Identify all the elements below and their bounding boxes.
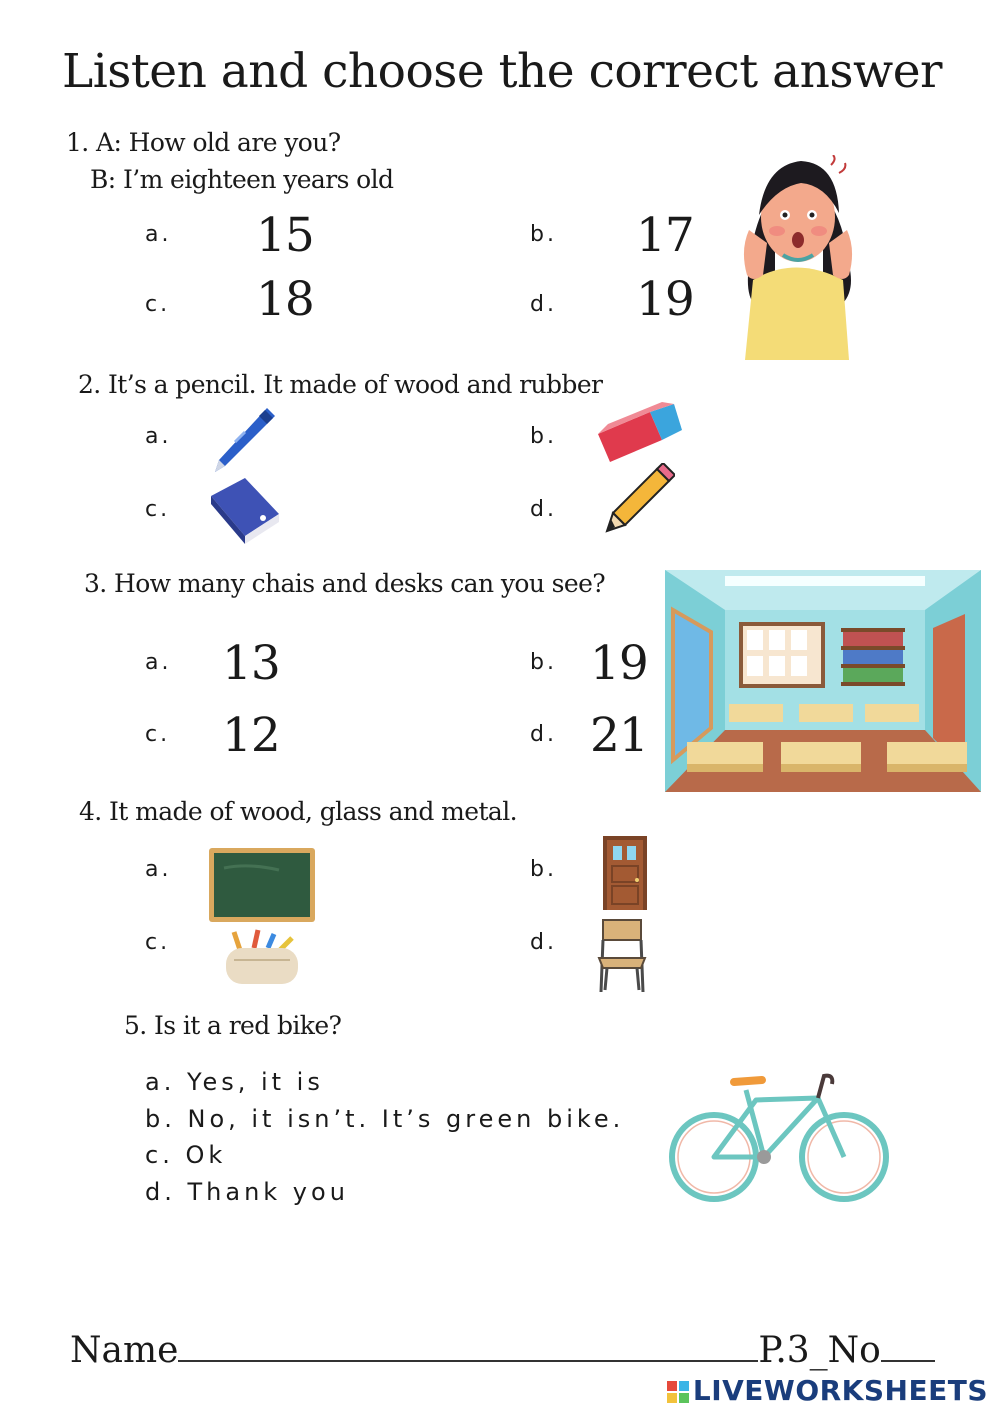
q1-option-d-value[interactable]: 19	[636, 272, 694, 327]
q1-prompt-a	[66, 128, 341, 157]
q2-option-b-letter[interactable]: b.	[530, 424, 557, 449]
number-blank-line[interactable]	[881, 1360, 935, 1362]
name-label: Name	[70, 1330, 179, 1371]
q5-answer-a[interactable]: a. Yes, it is	[145, 1068, 324, 1096]
chair-icon[interactable]	[597, 918, 647, 992]
q2-option-d-letter[interactable]: d.	[530, 497, 557, 522]
q1-option-a-letter[interactable]: a.	[145, 222, 172, 247]
pencil-icon[interactable]	[603, 463, 675, 535]
name-field[interactable]	[70, 1330, 935, 1371]
q3-option-a-letter[interactable]: a.	[145, 650, 172, 675]
liveworksheets-logo	[667, 1374, 988, 1407]
pencil-case-icon[interactable]	[224, 928, 300, 986]
q5-answer-c[interactable]: c. Ok	[145, 1141, 227, 1169]
liveworksheets-logo-icon	[667, 1381, 689, 1403]
q3-prompt	[84, 569, 605, 598]
q5-number: 5.	[124, 1011, 147, 1040]
q1-line-b: B: I’m eighteen years old	[90, 165, 394, 194]
q2-prompt	[78, 370, 602, 399]
q3-option-c-value[interactable]: 12	[222, 708, 280, 763]
q2-option-c-letter[interactable]: c.	[145, 497, 171, 522]
q3-text: How many chais and desks can you see?	[114, 569, 606, 598]
q1-option-c-value[interactable]: 18	[256, 272, 314, 327]
q5-answer-b[interactable]: b. No, it isn’t. It’s green bike.	[145, 1105, 625, 1133]
q4-option-c-letter[interactable]: c.	[145, 930, 171, 955]
q1-option-b-letter[interactable]: b.	[530, 222, 557, 247]
name-blank-line[interactable]	[178, 1360, 758, 1362]
worksheet-title: Listen and choose the correct answer	[62, 44, 943, 99]
q5-text: Is it a red bike?	[154, 1011, 342, 1040]
liveworksheets-logo-text: LIVEWORKSHEETS	[692, 1374, 988, 1407]
q3-option-d-letter[interactable]: d.	[530, 722, 557, 747]
eraser-icon[interactable]	[592, 400, 684, 464]
bike-icon	[668, 1070, 893, 1205]
surprised-girl-icon	[735, 155, 860, 360]
q1-option-c-letter[interactable]: c.	[145, 292, 171, 317]
q4-option-b-letter[interactable]: b.	[530, 857, 557, 882]
q1-line-a: A: How old are you?	[96, 128, 341, 157]
q1-number: 1.	[66, 128, 89, 157]
classroom-icon	[665, 570, 981, 792]
q5-prompt	[124, 1011, 341, 1040]
q4-option-d-letter[interactable]: d.	[530, 930, 557, 955]
q4-option-a-letter[interactable]: a.	[145, 857, 172, 882]
class-label: P.3_No	[758, 1330, 881, 1371]
q2-text: It’s a pencil. It made of wood and rubber	[108, 370, 603, 399]
q3-number: 3.	[84, 569, 107, 598]
chalkboard-icon[interactable]	[209, 848, 315, 922]
q1-option-b-value[interactable]: 17	[636, 208, 694, 263]
q1-option-d-letter[interactable]: d.	[530, 292, 557, 317]
q4-text: It made of wood, glass and metal.	[109, 797, 517, 826]
q4-prompt	[79, 797, 517, 826]
pen-icon[interactable]	[205, 402, 283, 480]
q3-option-d-value[interactable]: 21	[590, 708, 648, 763]
q3-option-b-letter[interactable]: b.	[530, 650, 557, 675]
q5-answer-d[interactable]: d. Thank you	[145, 1178, 349, 1206]
book-icon[interactable]	[205, 474, 285, 546]
q1-option-a-value[interactable]: 15	[256, 208, 314, 263]
q4-number: 4.	[79, 797, 102, 826]
door-icon[interactable]	[603, 836, 647, 910]
q2-option-a-letter[interactable]: a.	[145, 424, 172, 449]
q3-option-a-value[interactable]: 13	[222, 636, 280, 691]
q3-option-b-value[interactable]: 19	[590, 636, 648, 691]
q3-option-c-letter[interactable]: c.	[145, 722, 171, 747]
q2-number: 2.	[78, 370, 101, 399]
